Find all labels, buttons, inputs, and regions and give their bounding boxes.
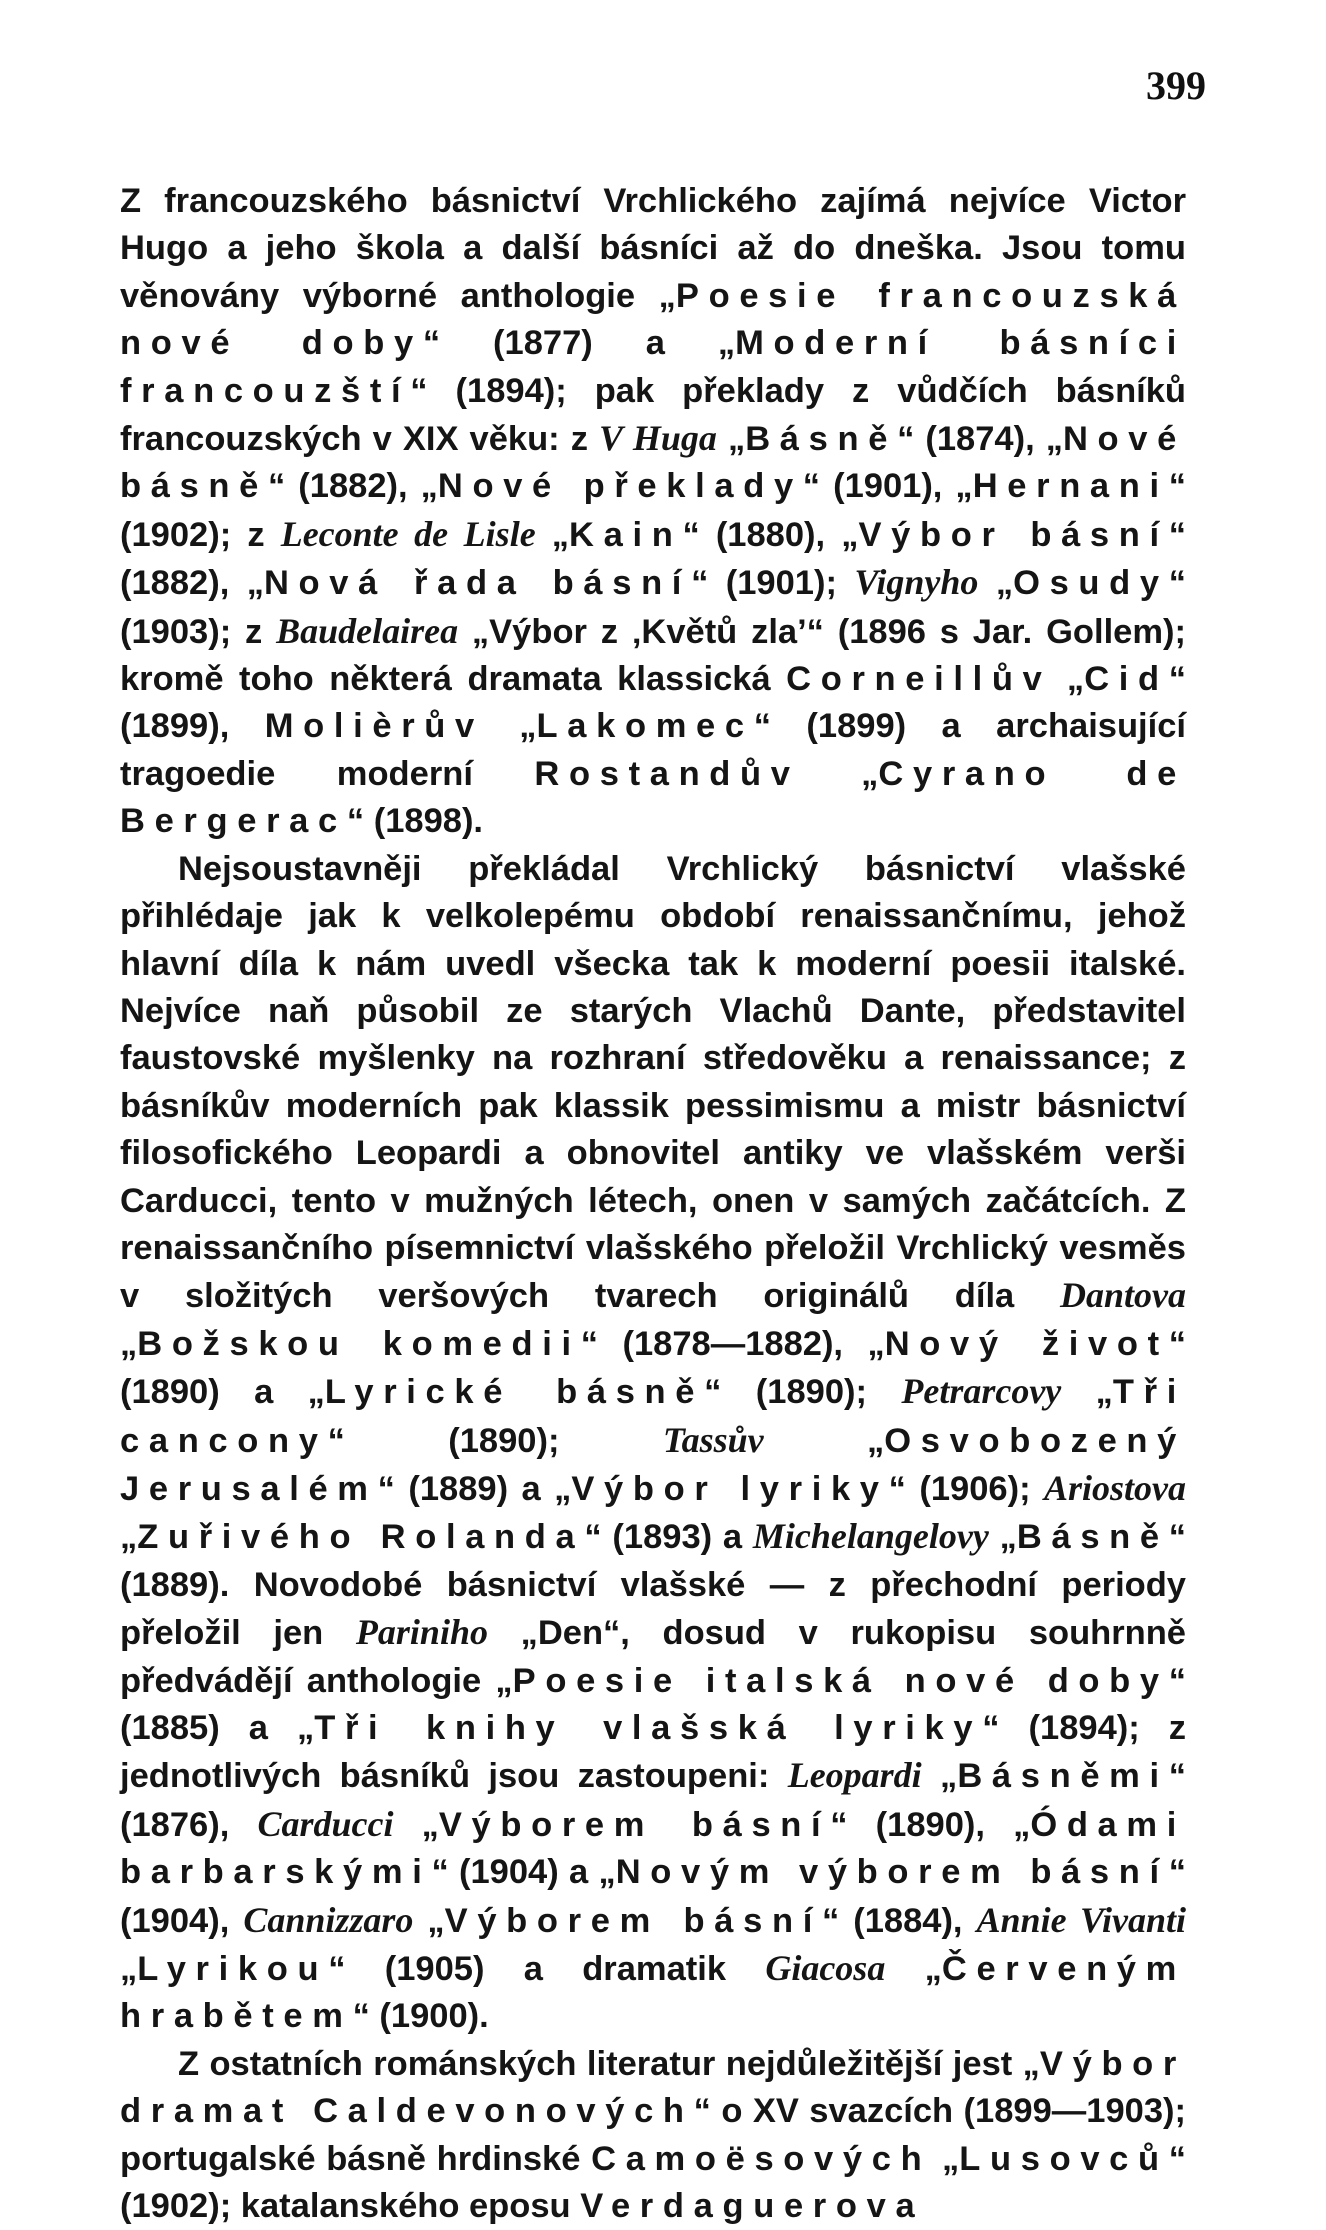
text-run: “ (1890); — [704, 1373, 902, 1412]
text-run: “ (1890) a „ — [120, 1324, 1186, 1412]
text-run: “ (1874), „ — [897, 420, 1063, 459]
text-run: „ — [1051, 660, 1085, 699]
spaced-title: Corneillův — [786, 660, 1052, 699]
text-run: „ — [1061, 1373, 1113, 1412]
text-run: Z francouzského básnictví Vrchlického zajímá nejvíce Victor Hugo a jeho škola a další básníci až do dneška. Jsou tomu věnovány výborné anthologie „ — [120, 182, 1186, 315]
text-run: „ — [120, 1950, 138, 1989]
text-run: “ (1890), „ — [830, 1805, 1031, 1844]
text-run: „ — [483, 707, 537, 746]
text-run: “ (1904) a „ — [431, 1853, 616, 1892]
spaced-title: Poesie francouzská nové doby — [120, 276, 1186, 363]
text-run: „ — [988, 1518, 1017, 1557]
text-run: “ (1884), — [821, 1901, 977, 1940]
text-run: “ (1904), — [120, 1853, 1186, 1940]
italic-author-name: Annie Vivanti — [976, 1899, 1186, 1940]
italic-author-name: Leopardi — [787, 1755, 922, 1796]
spaced-title: Osvobozený Jerusalém — [120, 1421, 1187, 1508]
spaced-title: Tři cancony — [120, 1373, 1186, 1460]
spaced-title: Tři knihy vlašská lyriky — [314, 1709, 983, 1747]
spaced-title: Poesie italská nové doby — [512, 1661, 1169, 1700]
text-run: “ (1882), „ — [120, 515, 1187, 603]
italic-author-name: V Huga — [599, 418, 717, 459]
text-run: “ (1902); z — [120, 467, 1187, 554]
text-run: „ — [535, 515, 570, 554]
text-run: “ (1894); z jednotlivých básníků jsou zastoupeni: — [120, 1709, 1187, 1796]
spaced-title: Osudy — [1013, 564, 1169, 603]
text-run: “ (1902); katalanského eposu — [120, 2139, 1186, 2226]
text-run: „ — [931, 2139, 960, 2178]
text-run: “ (1901), „ — [802, 467, 973, 506]
spaced-title: Novým výborem básní — [615, 1853, 1169, 1892]
italic-author-name: Carducci — [257, 1803, 394, 1844]
italic-author-name: Pariniho — [355, 1612, 488, 1653]
text-run: “ (1898). — [346, 802, 484, 841]
text-run: „ — [978, 564, 1014, 603]
spaced-title: Hernani — [972, 467, 1169, 506]
text-run: “ o XV svazcích (1899—1903); portugalské básně hrdinské — [120, 2092, 1186, 2178]
spaced-title: Moderní básníci francouzští — [120, 324, 1186, 410]
text-run: “ (1890); — [327, 1421, 663, 1460]
spaced-title: Nová řada básní — [263, 564, 692, 603]
spaced-title: Molièrův — [264, 707, 484, 746]
text-run: “ (1893) a — [584, 1518, 753, 1557]
text-run: „ — [885, 1950, 942, 1989]
text-run: „ — [716, 420, 746, 459]
spaced-title: Lyrikou — [137, 1950, 329, 1989]
text-run: “ (1885) a „ — [120, 1661, 1186, 1747]
italic-author-name: Tassův — [662, 1419, 764, 1460]
text-run: “ (1905) a dramatik — [328, 1950, 766, 1989]
text-run: “ (1903); z — [120, 564, 1187, 651]
text-run: „ — [120, 1518, 138, 1557]
spaced-title: Rostandův — [534, 754, 800, 793]
italic-author-name: Petrarcovy — [901, 1371, 1062, 1412]
spaced-title: Božskou komedii — [137, 1324, 581, 1363]
spaced-title: Výborem básní — [444, 1901, 822, 1940]
spaced-title: Lusovců — [959, 2139, 1169, 2178]
text-run: „Den“, dosud v rukopisu souhrnně předvádějí anthologie „ — [120, 1614, 1186, 1700]
spaced-title: Nové překlady — [437, 467, 803, 506]
text-run: Nejsoustavněji překládal Vrchlický básnictví vlašské přihlédaje jak k velkolepému období renaissančnímu, jehož hlavní díla k nám uvedl všecka tak k moderní poesii italské. Nejvíce naň působil ze starých Vlachů Dante, představitel faustovské myšlenky na rozhraní středověku a renaissance; z básníkův moderních pak klassik pessimismu a mistr básnictví filosofického Leopardi a obnovitel antiky ve vlašském verši Carducci, tento v mužných létech, onen v samých začátcích. Z renaissančního písemnictví vlašského přeložil Vrchlický vesměs v složitých veršových tvarech originálů díla — [120, 849, 1186, 1316]
spaced-title: Nové básně — [120, 420, 1186, 506]
text-run: „Výbor z ‚Květů zla’“ (1896 s Jar. Gollem); kromě toho některá dramata klassická — [120, 612, 1186, 699]
spaced-title: Verdaguerova — [580, 2187, 925, 2226]
text-run: “ (1900). — [352, 1997, 489, 2036]
spaced-title: Lakomec — [536, 707, 754, 746]
spaced-title: Básněmi — [957, 1757, 1169, 1796]
italic-author-name: Vignyho — [854, 562, 979, 603]
spaced-title: Výbor básní — [858, 515, 1169, 554]
text-run: “ (1882), „ — [268, 467, 438, 506]
paragraph-2 — [120, 846, 1186, 2041]
spaced-title: Camoësových — [591, 2139, 932, 2178]
spaced-title: Výbor lyriky — [571, 1469, 889, 1508]
text-run: “ (1876), — [120, 1757, 1186, 1844]
text-run: “ (1906); — [888, 1469, 1044, 1508]
page-number: 399 — [1146, 63, 1206, 108]
italic-author-name: Ariostova — [1044, 1467, 1187, 1508]
spaced-title: Zuřivého Rolanda — [137, 1518, 585, 1557]
italic-author-name: Dantova — [1060, 1275, 1186, 1316]
text-run: “ (1877) a „ — [422, 324, 736, 363]
spaced-title: Básně — [745, 420, 898, 459]
italic-author-name: Leconte de Lisle — [280, 513, 536, 554]
text-run: „ — [921, 1757, 958, 1796]
paragraph-1 — [120, 178, 1186, 846]
italic-author-name: Cannizzaro — [243, 1899, 414, 1940]
text-run: „ — [120, 1324, 138, 1363]
text-run: “ (1899) a archaisující tragoedie moderní — [120, 707, 1186, 793]
text-run: „ — [799, 754, 879, 793]
italic-author-name: Giacosa — [765, 1948, 886, 1989]
italic-author-name: Baudelairea — [276, 610, 459, 651]
spaced-title: Nový život — [884, 1324, 1169, 1363]
text-run: “ (1894); pak překlady z vůdčích básníků francouzských v XIX věku: z — [120, 371, 1186, 459]
text-run: „ — [763, 1421, 885, 1460]
spaced-title: Ódami barbarskými — [120, 1805, 1186, 1892]
spaced-title: Kain — [569, 515, 683, 554]
spaced-title: Básně — [1016, 1518, 1169, 1557]
spaced-title: Cyrano de Bergerac — [120, 754, 1186, 841]
text-run: “ (1901); — [691, 564, 855, 603]
spaced-title: Výborem básní — [438, 1805, 831, 1844]
paragraph-3 — [120, 2041, 1186, 2230]
text-run: “ (1889) a „ — [377, 1469, 572, 1508]
text-run: “ (1878—1882), „ — [580, 1324, 885, 1363]
text-run: “ (1880), „ — [682, 515, 859, 554]
spaced-title: Červeným hrabětem — [120, 1950, 1186, 2036]
italic-author-name: Michelangelovy — [752, 1516, 989, 1557]
text-run: „ — [413, 1901, 445, 1940]
text-run: “ (1899), — [120, 660, 1186, 746]
text-run: Z ostatních románských literatur nejdůležitější jest „ — [178, 2044, 1040, 2083]
spaced-title: Výbor dramat Caldevonových — [120, 2044, 1186, 2131]
spaced-title: Cid — [1084, 660, 1169, 699]
body-text — [120, 178, 1186, 2230]
text-run: „ — [393, 1805, 439, 1844]
spaced-title: Lyrické básně — [324, 1373, 705, 1412]
text-run: “ (1889). Novodobé básnictví vlašské — z přechodní periody přeložil jen — [120, 1518, 1186, 1653]
